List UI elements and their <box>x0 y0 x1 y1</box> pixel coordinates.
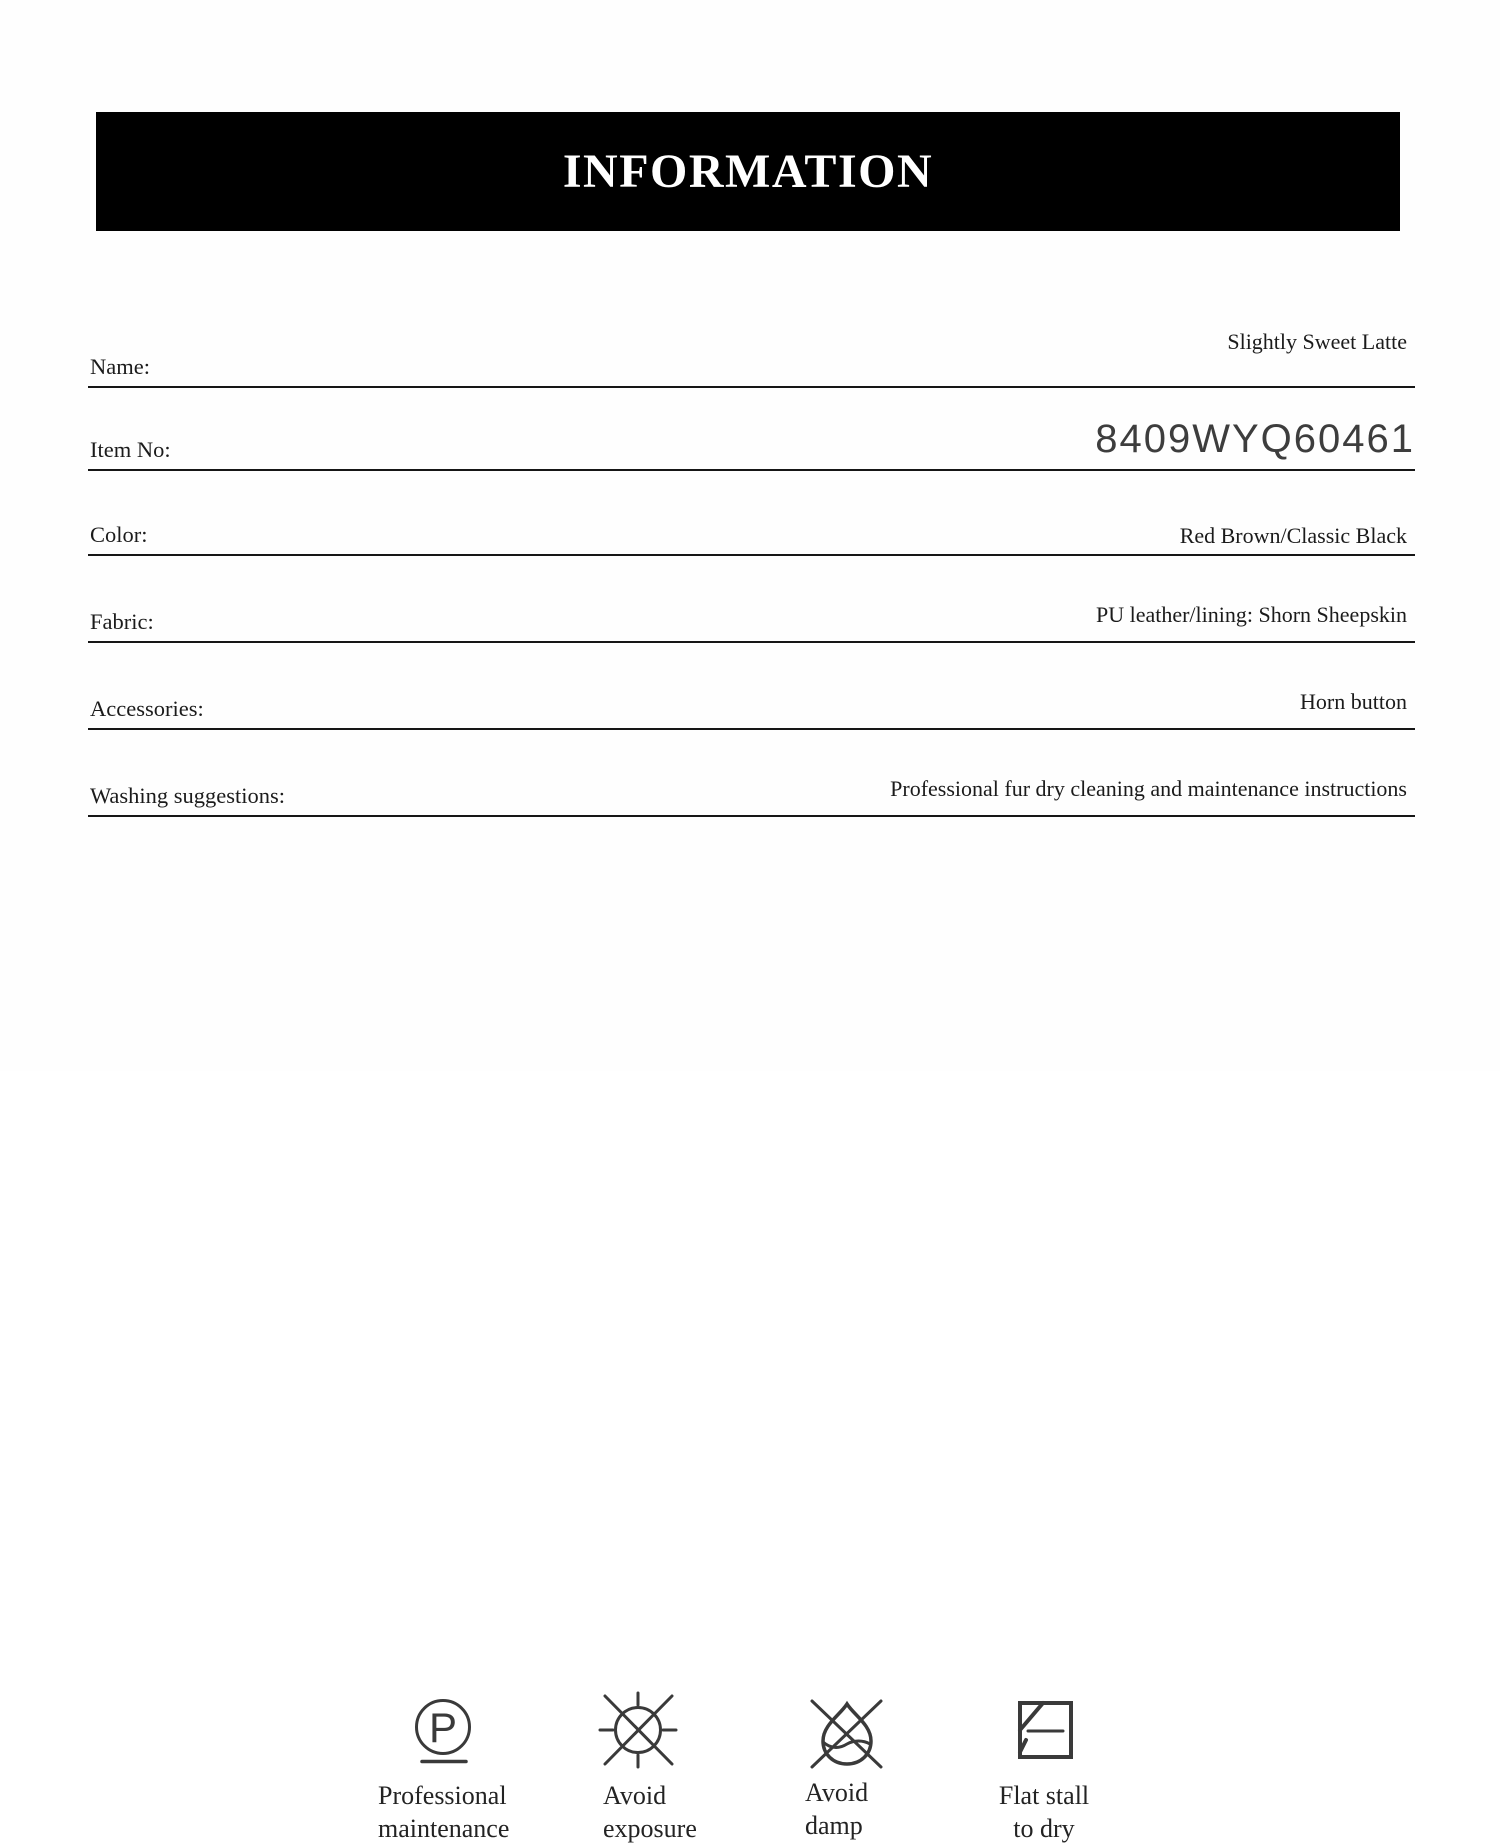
spec-row-name <box>88 231 1415 388</box>
spec-label-washing: Washing suggestions: <box>90 783 286 808</box>
spec-value-name: Slightly Sweet Latte <box>1227 329 1407 354</box>
spec-label-accessories: Accessories: <box>90 696 204 721</box>
care-symbols <box>0 817 1500 1843</box>
care-label-avoid-exposure <box>603 1779 697 1845</box>
care-label-line: to dry <box>1013 1814 1075 1843</box>
spec-row-fabric <box>88 556 1415 643</box>
care-label-avoid-damp <box>805 1776 868 1842</box>
spec-value-accessories: Horn button <box>1300 689 1407 714</box>
care-label-line: Flat stall <box>998 1781 1090 1810</box>
professional-maintenance-icon <box>414 1695 474 1767</box>
information-banner <box>96 112 1400 231</box>
care-label-line: exposure <box>603 1814 697 1843</box>
banner-title: INFORMATION <box>562 145 934 198</box>
care-label-line: Professional <box>378 1781 507 1810</box>
spec-label-color: Color: <box>90 522 148 547</box>
spec-row-item-no <box>88 388 1415 471</box>
avoid-exposure-icon <box>598 1691 678 1769</box>
p-symbol: P <box>428 1704 458 1751</box>
care-label-line: Avoid <box>805 1778 869 1807</box>
spec-value-color: Red Brown/Classic Black <box>1179 523 1407 548</box>
spec-row-accessories <box>88 643 1415 730</box>
spec-value-fabric: PU leather/lining: Shorn Sheepskin <box>1095 602 1407 627</box>
care-label-professional-maintenance <box>378 1779 509 1845</box>
spec-value-item-no: 8409WYQ60461 <box>1095 417 1415 461</box>
care-label-line: Avoid <box>603 1781 667 1810</box>
avoid-damp-icon <box>806 1695 886 1771</box>
spec-row-washing <box>88 730 1415 817</box>
spec-label-name: Name: <box>90 354 150 379</box>
care-label-line: damp <box>805 1811 863 1840</box>
care-label-line: maintenance <box>378 1814 510 1843</box>
care-label-flat-dry <box>963 1779 1125 1845</box>
spec-value-washing: Professional fur dry cleaning and maintenance instructions <box>890 776 1407 801</box>
spec-label-fabric: Fabric: <box>90 609 154 634</box>
spec-row-color <box>88 471 1415 556</box>
spec-label-item-no: Item No: <box>90 437 171 462</box>
spec-table <box>88 231 1415 817</box>
flat-dry-icon <box>1016 1699 1076 1761</box>
